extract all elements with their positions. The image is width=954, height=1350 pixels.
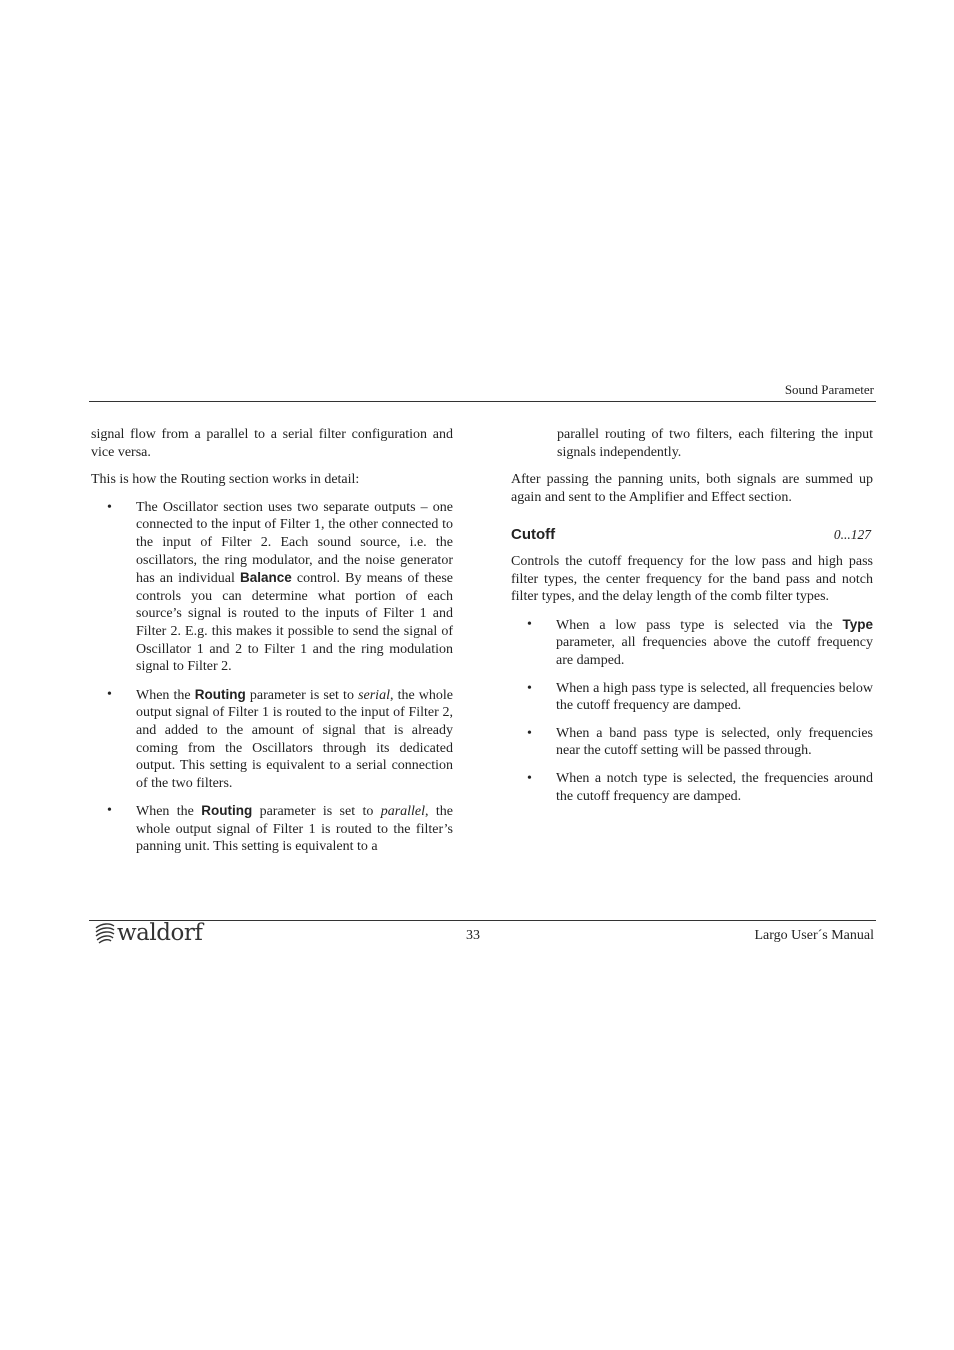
item-text: , the whole output signal of Filter 1 is routed to the input of Filter 2, and added to the amount of signal that is already coming from the Oscillators through its dedicated output. This setting is equivalent to a serial connection of the two filters. [136,687,453,791]
list-item [511,725,873,760]
item-text: When a band pass type is selected, only frequencies near the cutoff setting will be passed through. [556,725,873,759]
footer-rule [89,920,876,921]
parameter-name: Balance [239,570,292,586]
bullet-icon: • [527,680,532,696]
item-text: When a low pass type is selected via the [556,617,843,633]
waldorf-logo [94,920,202,946]
page-number: 33 [466,928,480,943]
item-text: When a notch type is selected, the frequencies around the cutoff frequency are damped. [556,770,873,804]
list-item [91,499,453,676]
paragraph: After passing the panning units, both signals are summed up again and sent to the Amplifier and Effect section. [511,472,873,505]
bullet-icon: • [107,803,112,819]
paragraph: signal flow from a parallel to a serial filter configuration and vice versa. [91,427,453,460]
item-text: The Oscillator section uses two separate outputs – one connected to the input of Filter 1, the other connected to the input of Filter 2. Each sound source, i.e. the oscillators, the ring modulator, and the noise generator has an individual [136,499,453,587]
list-item [511,616,873,670]
section-heading [511,526,873,544]
waldorf-swirl-icon [94,920,116,946]
running-header: Sound Parameter [784,382,874,397]
bullet-list [91,499,453,856]
paragraph: This is how the Routing section works in detail: [91,472,360,488]
list-item [91,686,453,793]
bullet-icon: • [107,499,112,515]
item-text: parameter, all frequencies above the cutoff frequency are damped. [556,635,873,668]
logo-text: waldorf [117,920,203,946]
bullet-icon: • [527,770,532,786]
item-text: control. By means of these controls you can determine what portion of each source’s signal is routed to the inputs of Filter 1 and Filter 2. E.g. this makes it possible to send the signal of Oscillator 1 and 2 to Filter 1 and the ring modulation signal to Filter 2. [136,571,453,675]
item-text: , the whole output signal of Filter 1 is routed to the filter’s panning unit. This setting is equivalent to a [136,804,453,855]
list-item [91,802,453,856]
item-text: parameter is set to [252,804,381,820]
parameter-name: Type [842,616,873,632]
section-title: Cutoff [511,526,556,544]
value-range: 0...127 [833,527,871,543]
bullet-icon: • [527,725,532,741]
item-text: When a high pass type is selected, all frequencies below the cutoff frequency are damped. [556,680,873,714]
bullet-list [511,616,873,805]
header-rule [89,401,876,402]
item-text: When the [136,804,202,820]
parameter-name: Routing [194,686,246,702]
manual-title: Largo User´s Manual [754,928,874,943]
item-text: When the [136,687,195,703]
list-item [511,680,873,715]
left-column [91,426,453,866]
parameter-value: serial [358,687,390,703]
right-column [511,426,873,815]
item-text: parameter is set to [245,687,359,703]
list-item [511,770,873,805]
bullet-icon: • [107,686,112,702]
bullet-icon: • [527,616,532,632]
parameter-name: Routing [201,803,253,819]
list-item-continuation: parallel routing of two filters, each filtering the input signals independently. [557,427,873,460]
paragraph: Controls the cutoff frequency for the low pass and high pass filter types, the center frequency for the band pass and notch filter types, and the delay length of the comb filter types. [511,553,873,605]
parameter-value: parallel [380,804,426,820]
